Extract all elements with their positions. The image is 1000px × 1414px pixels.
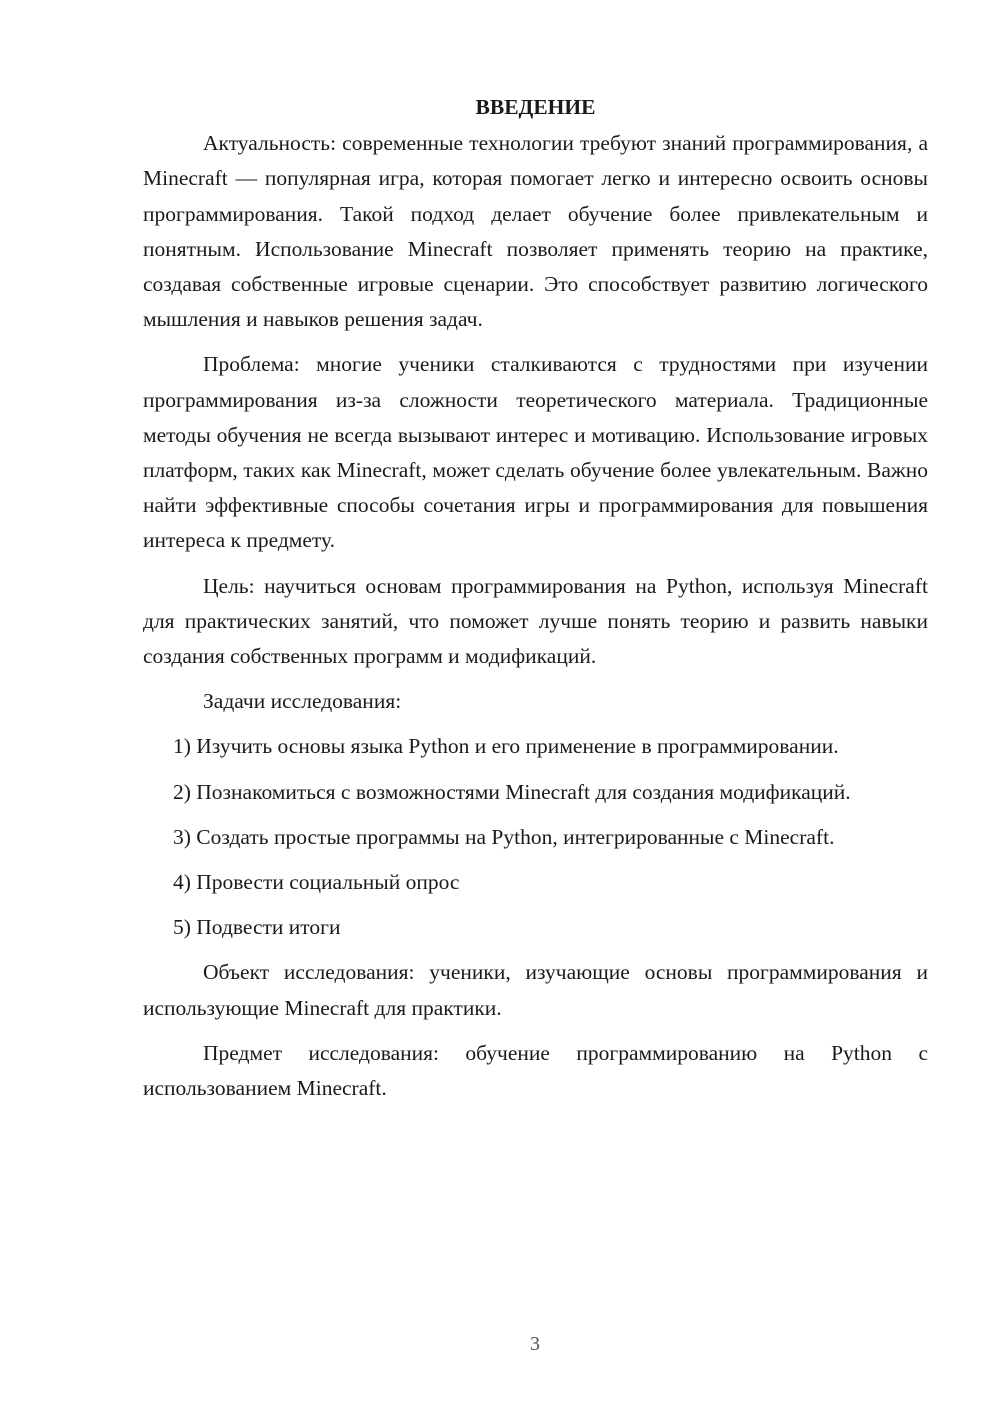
paragraph-problem: Проблема: многие ученики сталкиваются с трудностями при изучении программирования из-за сложности теоретического материала. Традиционные методы обучения не всегда вызывают интерес и мотивацию. Использование игровых платформ, таких как Minecraft, может сделать обучение более увлекательным. Важно найти эффективные способы сочетания игры и программирования для повышения интереса к предмету. (143, 352, 928, 553)
tasks-heading: Задачи исследования: (203, 689, 402, 714)
task-item: 1) Изучить основы языка Python и его применение в программировании. (173, 734, 839, 759)
paragraph-relevance: Актуальность: современные технологии требуют знаний программирования, а Minecraft — популярная игра, которая помогает легко и интересно освоить основы программирования. Такой подход делает обучение более привлекательным и понятным. Использование Minecraft позволяет применять теорию на практике, создавая собственные игровые сценарии. Это способствует развитию логического мышления и навыков решения задач. (143, 131, 928, 332)
paragraph-subject: Предмет исследования: обучение программированию на Python с использованием Minecraft. (143, 1040, 928, 1101)
task-item: 4) Провести социальный опрос (173, 870, 460, 895)
task-item: 3) Создать простые программы на Python, интегрированные с Minecraft. (173, 824, 835, 849)
paragraph-object: Объект исследования: ученики, изучающие основы программирования и использующие Minecraft для практики. (143, 960, 928, 1020)
paragraph-goal: Цель: научиться основам программирования на Python, используя Minecraft для практических занятий, что поможет лучше понять теорию и развить навыки создания собственных программ и модификаций. (143, 573, 928, 669)
page-number: 3 (530, 1333, 540, 1355)
task-item: 5) Подвести итоги (173, 915, 341, 940)
page-title: ВВЕДЕНИЕ (475, 95, 596, 119)
task-item: 2) Познакомиться с возможностями Minecraft для создания модификаций. (173, 779, 851, 804)
document-page (143, 90, 928, 1116)
